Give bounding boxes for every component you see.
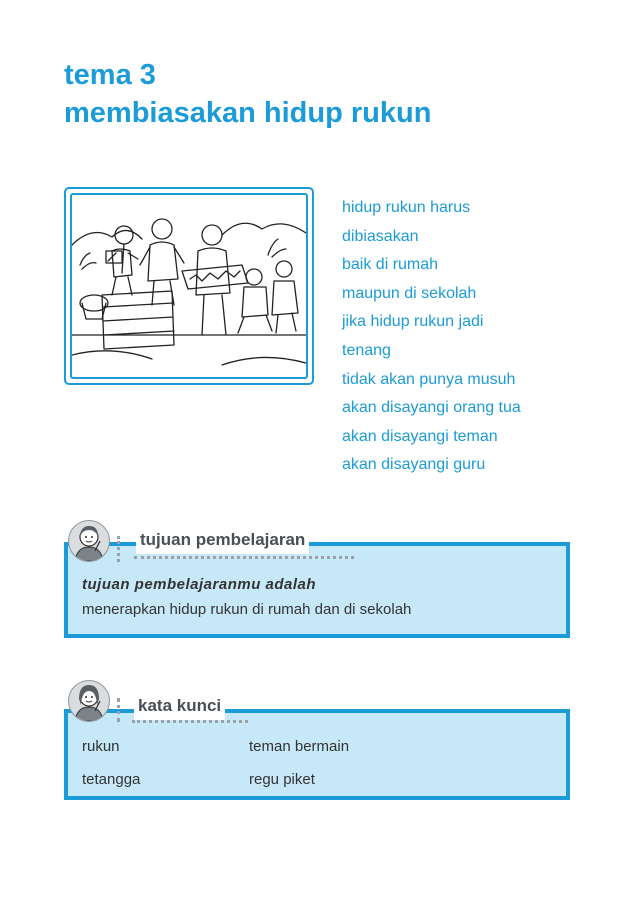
poem-line: akan disayangi orang tua: [342, 399, 521, 417]
decorative-dots: [134, 556, 354, 559]
learning-goal-lead: tujuan pembelajaranmu adalah: [82, 576, 317, 593]
poem-line: hidup rukun harus: [342, 199, 471, 216]
keyword-item: regu piket: [249, 771, 315, 788]
keyword-item: rukun: [82, 738, 120, 755]
poem-line: tenang: [342, 341, 391, 359]
girl-avatar-icon: [68, 520, 110, 562]
keyword-item: tetangga: [82, 771, 141, 788]
decorative-dots: [117, 536, 120, 562]
decorative-dots: [132, 720, 248, 723]
girl-avatar-icon: [68, 680, 110, 722]
learning-goal-text: menerapkan hidup rukun di rumah dan di sekolah: [82, 601, 412, 618]
poem-line: dibiasakan: [342, 227, 419, 245]
poem-line: maupun di sekolah: [342, 284, 477, 302]
learning-goal-heading: tujuan pembelajaran: [136, 526, 309, 554]
theme-title: membiasakan hidup rukun: [64, 97, 432, 129]
poem-line: akan disayangi teman: [342, 427, 498, 445]
keywords-heading: kata kunci: [134, 692, 225, 720]
poem-text: [342, 194, 521, 480]
theme-label: tema 3: [64, 59, 156, 91]
poem-line: jika hidup rukun jadi: [342, 313, 484, 331]
keyword-item: teman bermain: [249, 738, 350, 755]
poem-line: akan disayangi guru: [342, 456, 486, 474]
illustration-frame: [64, 187, 314, 385]
poem-line: tidak akan punya musuh: [342, 370, 516, 388]
poem-line: baik di rumah: [342, 256, 439, 274]
decorative-dots: [117, 698, 120, 722]
page-title: [64, 56, 431, 132]
children-working-together-illustration: [70, 193, 308, 379]
